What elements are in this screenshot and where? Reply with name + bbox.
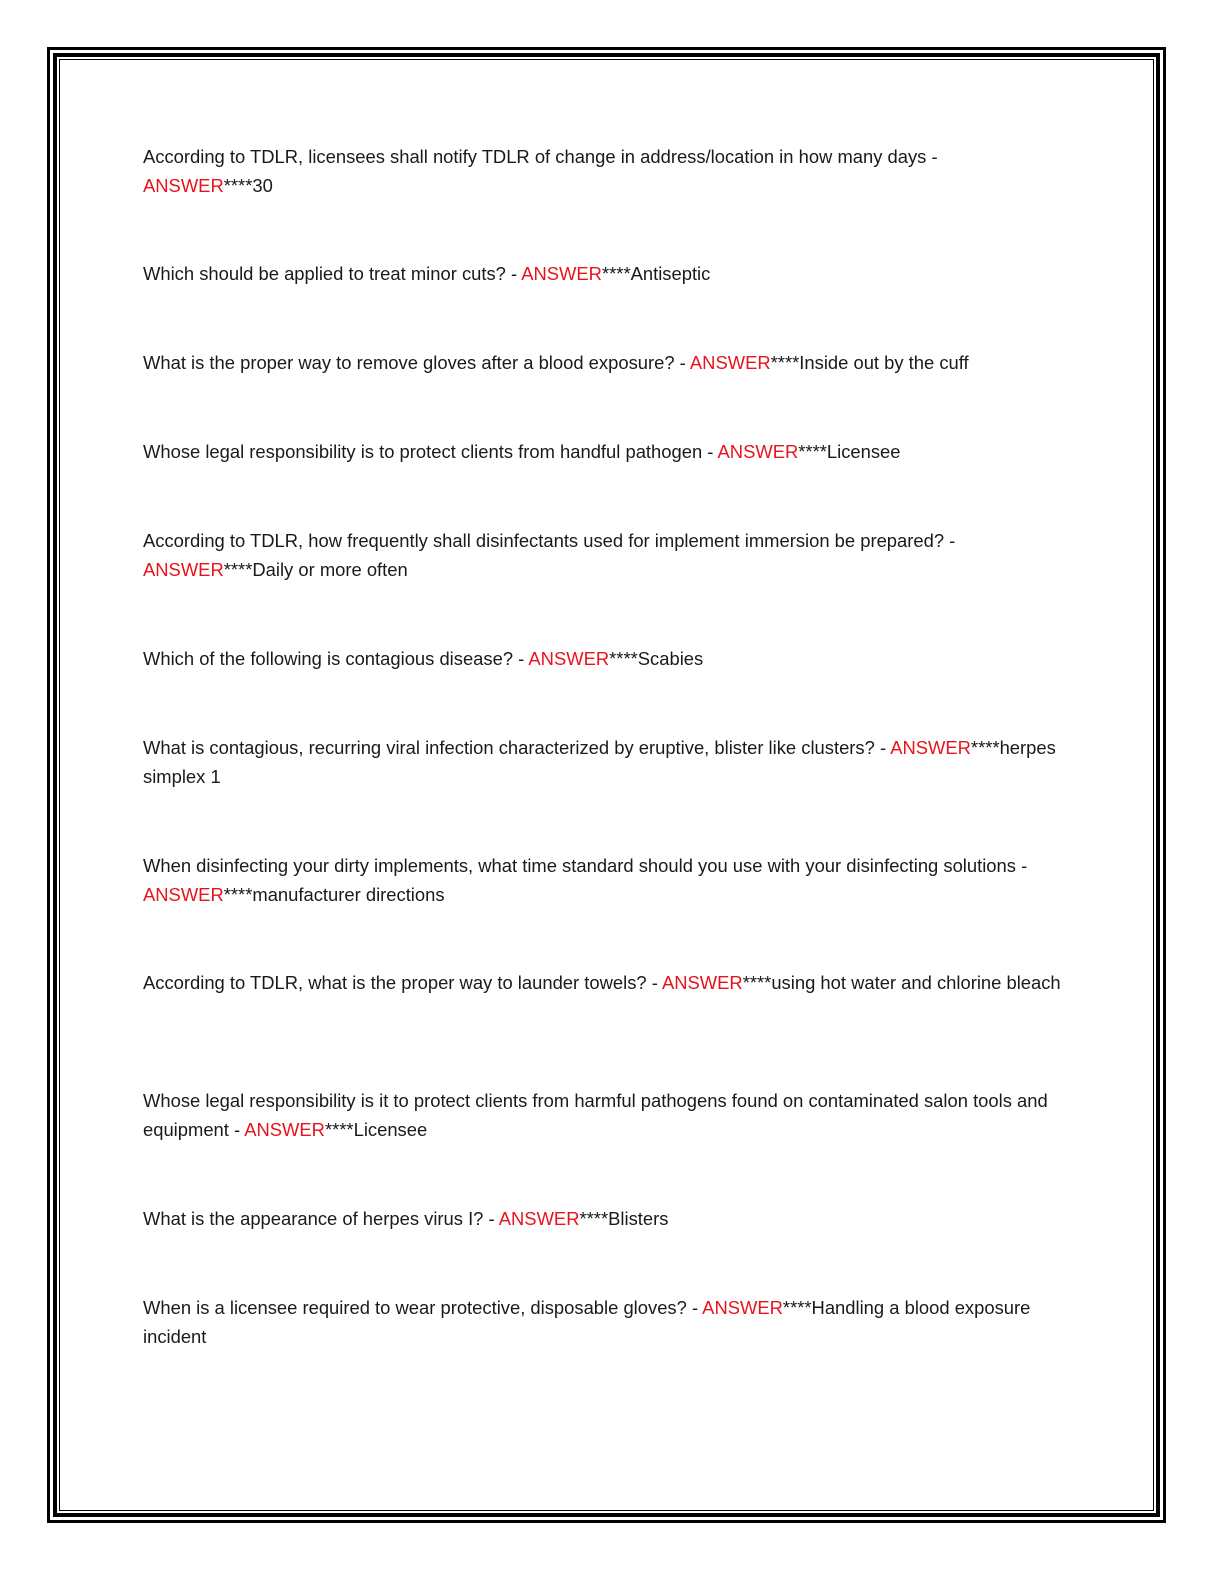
qa-item [143, 734, 1063, 791]
question-text: Which of the following is contagious disease? - [143, 648, 529, 669]
question-text: What is the proper way to remove gloves after a blood exposure? - [143, 352, 690, 373]
answer-marker: **** [324, 1118, 354, 1140]
qa-item [143, 349, 1063, 378]
answer-marker: **** [970, 737, 1000, 758]
qa-item [143, 1087, 1063, 1144]
answer-marker: **** [601, 263, 631, 284]
question-text: Which should be applied to treat minor cuts? - [143, 263, 522, 284]
qa-item [143, 438, 1063, 467]
qa-item [143, 852, 1063, 909]
answer-label: ANSWER [717, 441, 799, 462]
answer-text: Licensee [826, 441, 901, 462]
question-text: Whose legal responsibility is it to protect clients from harmful pathogens found on contaminated salon tools and equipment - [143, 1090, 1048, 1140]
answer-label: ANSWER [244, 1118, 325, 1140]
answer-marker: **** [742, 972, 772, 993]
answer-marker: **** [609, 648, 638, 669]
answer-text: Licensee [353, 1118, 428, 1140]
answer-text: Inside out by the cuff [799, 352, 969, 373]
answer-marker: **** [770, 352, 800, 373]
answer-text: using hot water and chlorine bleach [771, 972, 1061, 993]
answer-text: Scabies [637, 648, 704, 669]
answer-label: ANSWER [143, 558, 224, 580]
qa-item [143, 1294, 1063, 1351]
question-text: Whose legal responsibility is to protect clients from handful pathogen - [143, 441, 718, 462]
answer-text: Blisters [608, 1208, 669, 1229]
qa-item [143, 527, 1063, 584]
qa-item [143, 969, 1063, 998]
answer-marker: **** [223, 883, 253, 905]
answer-label: ANSWER [498, 1208, 580, 1229]
answer-marker: **** [798, 441, 827, 462]
answer-marker: **** [223, 558, 253, 580]
answer-label: ANSWER [521, 263, 602, 284]
answer-text: Antiseptic [630, 263, 711, 284]
question-text: According to TDLR, licensees shall notify TDLR of change in address/location in how many days - [143, 146, 938, 167]
answer-label: ANSWER [890, 737, 971, 758]
answer-label: ANSWER [689, 352, 771, 373]
answer-marker: **** [223, 174, 253, 196]
answer-label: ANSWER [702, 1297, 783, 1318]
answer-label: ANSWER [661, 972, 743, 993]
question-text: What is the appearance of herpes virus I? - [143, 1208, 499, 1229]
question-text: What is contagious, recurring viral infection characterized by eruptive, blister like clusters? - [143, 737, 891, 758]
answer-text: Daily or more often [252, 558, 408, 580]
question-text: According to TDLR, what is the proper way to launder towels? - [143, 972, 662, 993]
answer-marker: **** [782, 1297, 812, 1318]
answer-marker: **** [579, 1208, 609, 1229]
answer-text: 30 [252, 174, 273, 196]
answer-text: herpes simplex 1 [143, 737, 1056, 787]
qa-item [143, 260, 1063, 289]
question-text: When disinfecting your dirty implements, what time standard should you use with your disinfecting solutions - [143, 855, 1028, 876]
question-text: According to TDLR, how frequently shall disinfectants used for implement immersion be prepared? - [143, 530, 956, 551]
qa-item [143, 143, 1063, 200]
question-text: When is a licensee required to wear protective, disposable gloves? - [143, 1297, 703, 1318]
answer-text: Handling a blood exposure incident [143, 1297, 1031, 1347]
qa-item [143, 1205, 1063, 1234]
answer-label: ANSWER [143, 883, 224, 905]
answer-label: ANSWER [528, 648, 610, 669]
qa-item [143, 645, 1063, 674]
answer-text: manufacturer directions [252, 883, 445, 905]
answer-label: ANSWER [143, 174, 224, 196]
